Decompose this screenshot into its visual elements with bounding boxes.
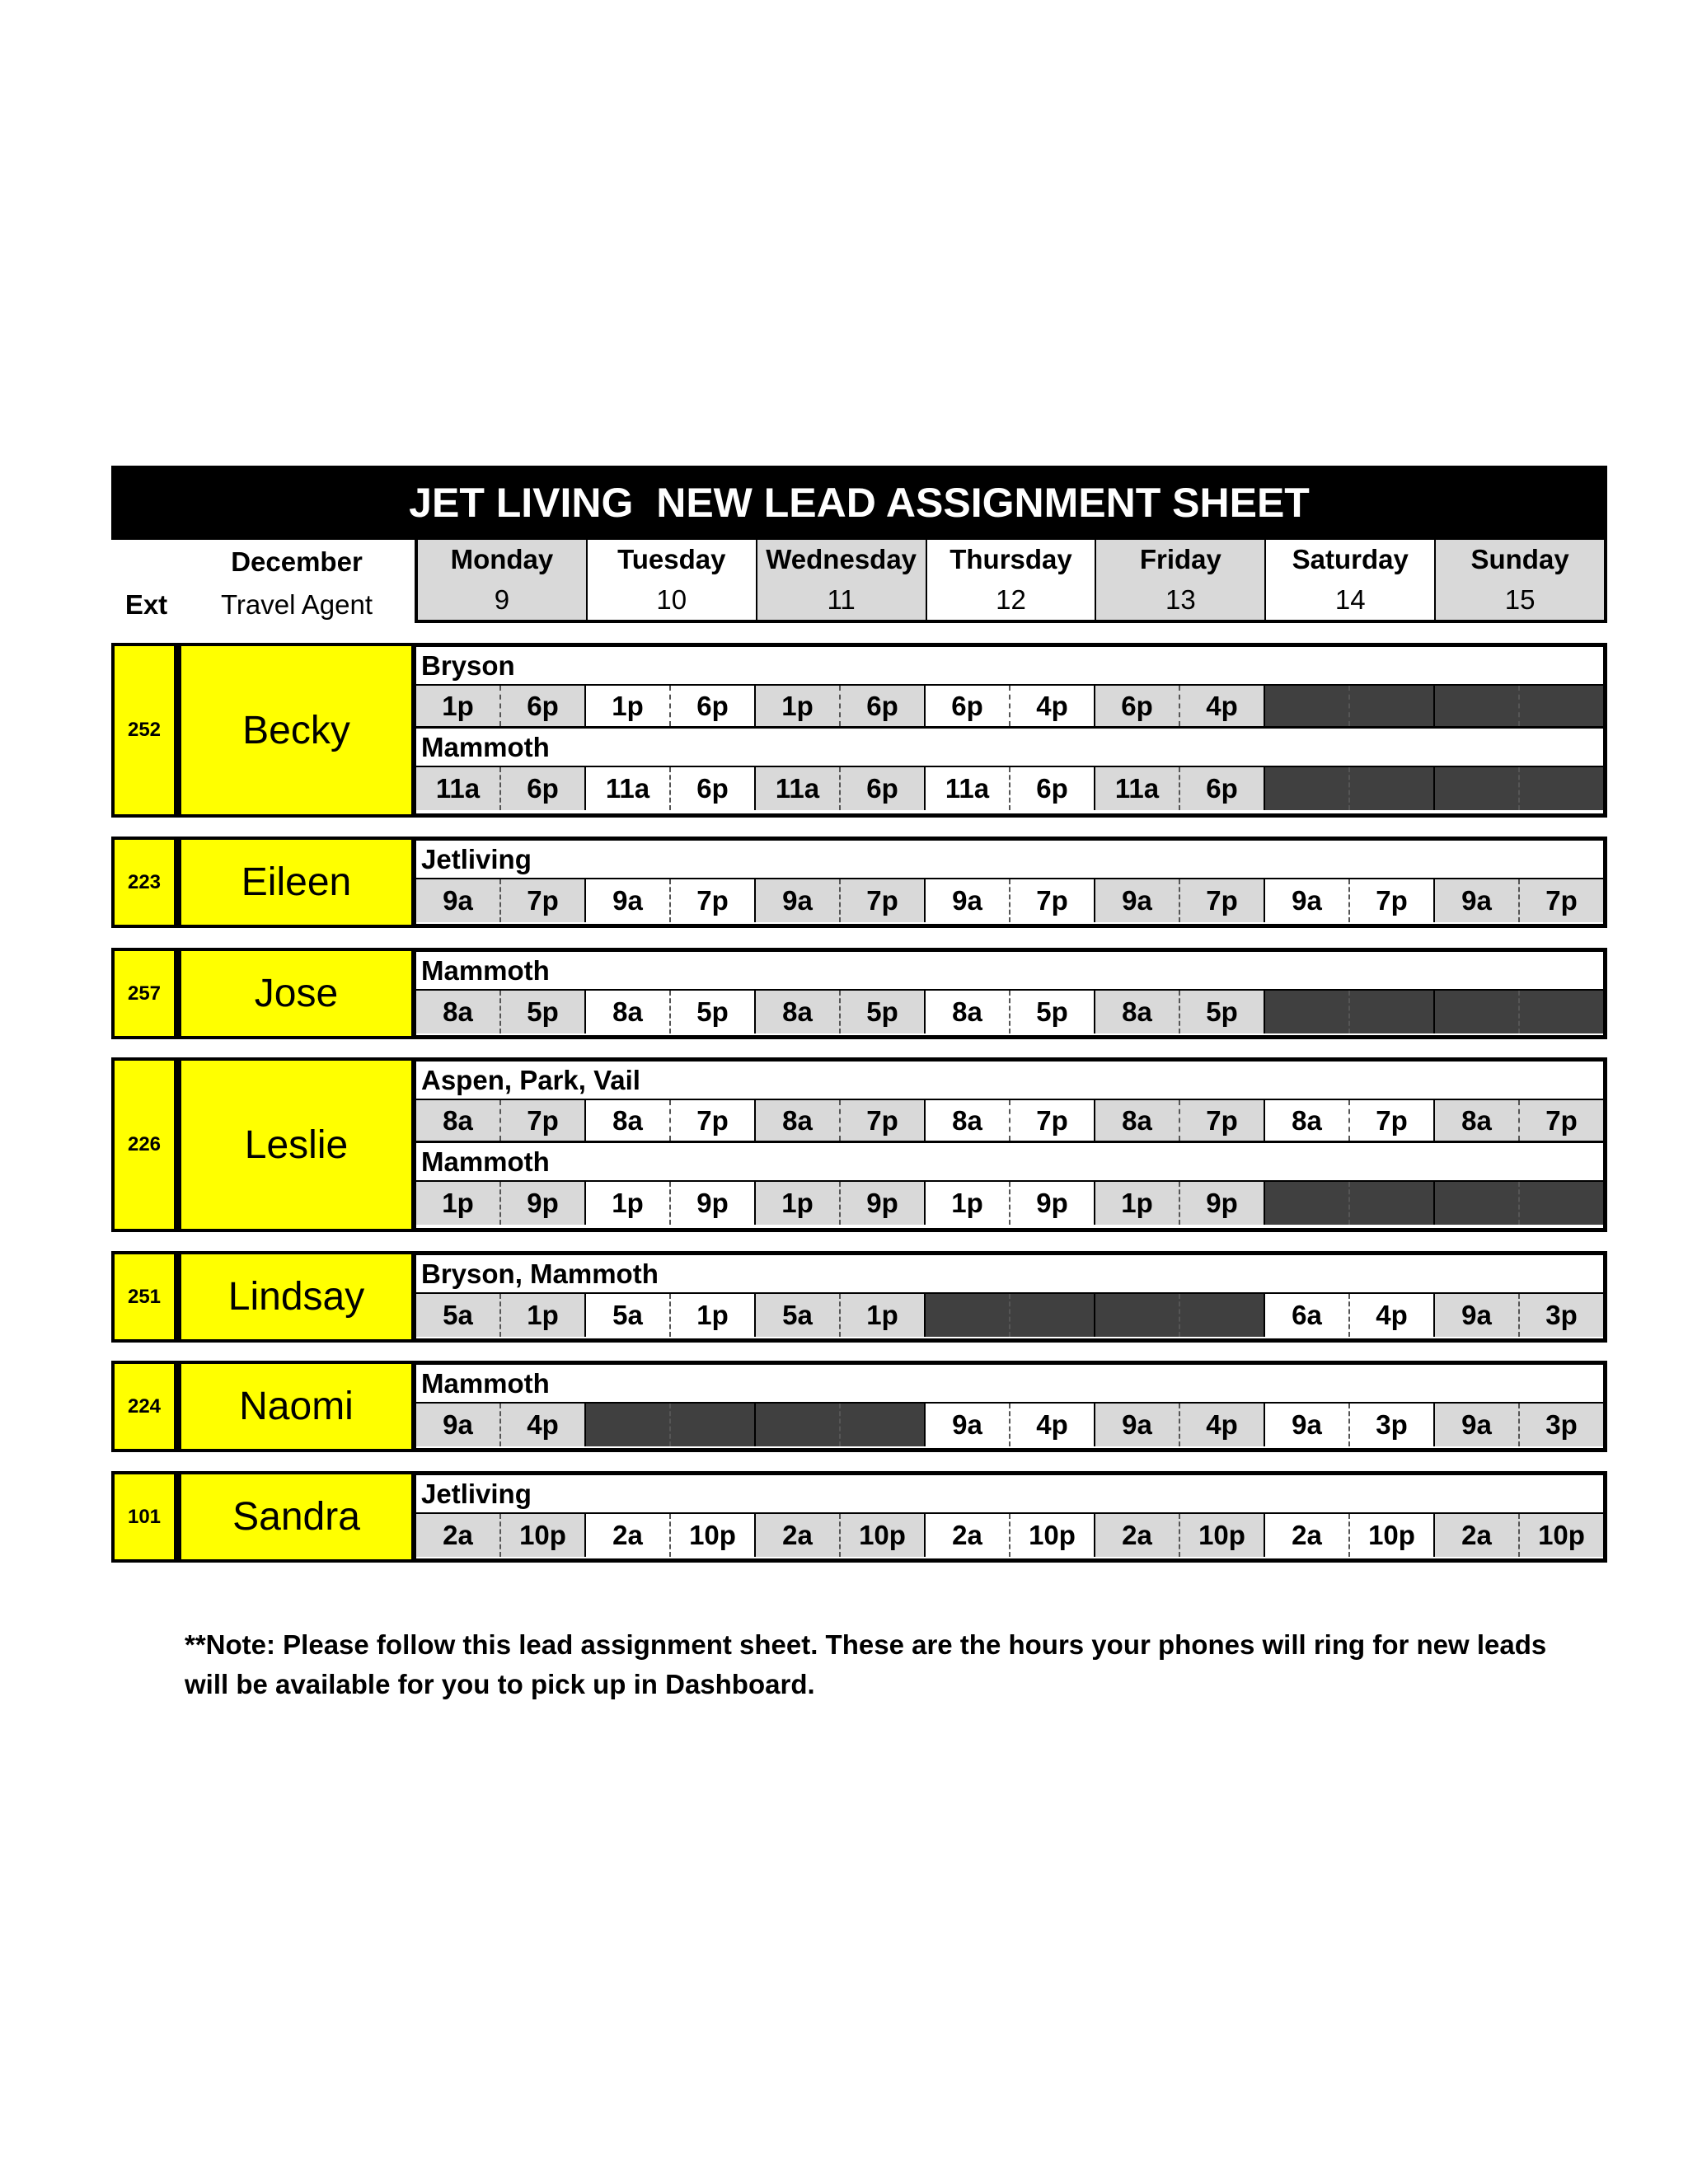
agent-schedule (413, 1057, 1607, 1232)
agent-block-sandra (111, 1471, 1607, 1563)
end-time-cell: 6p (841, 686, 926, 726)
end-time-cell: 4p (1010, 1404, 1095, 1446)
location-label: Mammoth (416, 729, 1603, 767)
end-time-cell: 5p (841, 991, 926, 1033)
start-time-cell: 8a (1435, 1100, 1520, 1141)
end-time-cell: 9p (1010, 1182, 1095, 1225)
end-time-cell: 9p (501, 1182, 586, 1225)
time-row (416, 686, 1603, 729)
agent-extension: 251 (111, 1251, 177, 1343)
end-time-cell: 6p (671, 686, 756, 726)
start-time-cell: 11a (1095, 767, 1180, 810)
time-row (416, 1404, 1603, 1446)
start-time-cell: 8a (926, 1100, 1010, 1141)
agent-block-jose (111, 948, 1607, 1039)
end-time-cell: 7p (1520, 879, 1603, 922)
ext-column-label: Ext (124, 589, 168, 620)
agent-extension: 101 (111, 1471, 177, 1563)
start-time-cell: 11a (926, 767, 1010, 810)
start-time-cell: 5a (756, 1294, 841, 1337)
agent-schedule (413, 837, 1607, 928)
end-time-cell: 5p (671, 991, 756, 1033)
start-time-cell: 9a (416, 1404, 501, 1446)
agent-name: Sandra (176, 1471, 415, 1563)
agent-name: Leslie (176, 1057, 415, 1232)
agent-extension: 252 (111, 643, 177, 818)
end-time-cell: 9p (841, 1182, 926, 1225)
end-time-cell: 10p (1350, 1514, 1435, 1557)
day-name: Saturday (1292, 544, 1409, 575)
end-time-cell: 7p (671, 1100, 756, 1141)
end-time-cell: 7p (1180, 1100, 1265, 1141)
end-time-cell: 7p (1520, 1100, 1603, 1141)
agent-name: Becky (176, 643, 415, 818)
end-time-cell: 6p (671, 767, 756, 810)
agent-block-leslie (111, 1057, 1607, 1232)
month-label: December (231, 546, 363, 577)
off-cell (1520, 991, 1603, 1033)
agent-name: Lindsay (176, 1251, 415, 1343)
day-column-tuesday (586, 540, 756, 620)
day-column-monday (418, 540, 586, 620)
agent-extension: 226 (111, 1057, 177, 1232)
agent-block-eileen (111, 837, 1607, 928)
start-time-cell: 8a (756, 991, 841, 1033)
end-time-cell: 1p (671, 1294, 756, 1337)
day-date: 13 (1165, 583, 1196, 615)
end-time-cell: 7p (841, 1100, 926, 1141)
start-time-cell: 5a (586, 1294, 671, 1337)
time-row (416, 879, 1603, 922)
off-cell (1435, 686, 1520, 726)
agent-name: Eileen (176, 837, 415, 928)
end-time-cell: 7p (1350, 879, 1435, 922)
end-time-cell: 1p (841, 1294, 926, 1337)
off-cell (841, 1404, 926, 1446)
end-time-cell: 5p (1180, 991, 1265, 1033)
start-time-cell: 9a (1265, 879, 1350, 922)
day-date: 12 (996, 583, 1026, 615)
start-time-cell: 9a (926, 1404, 1010, 1446)
off-cell (671, 1404, 756, 1446)
off-cell (926, 1294, 1010, 1337)
time-row (416, 1182, 1603, 1225)
day-date: 15 (1504, 583, 1536, 615)
time-row (416, 1100, 1603, 1143)
agent-extension: 257 (111, 948, 177, 1039)
travel-agent-column-label: Travel Agent (220, 589, 373, 620)
day-date: 9 (494, 583, 510, 615)
end-time-cell: 4p (501, 1404, 586, 1446)
end-time-cell: 10p (1520, 1514, 1603, 1557)
location-label: Jetliving (416, 1475, 1603, 1514)
off-cell (1010, 1294, 1095, 1337)
start-time-cell: 11a (756, 767, 841, 810)
start-time-cell: 1p (586, 686, 671, 726)
days-header (415, 540, 1607, 623)
start-time-cell: 9a (1435, 879, 1520, 922)
start-time-cell: 8a (1095, 991, 1180, 1033)
day-column-wednesday (756, 540, 926, 620)
end-time-cell: 7p (1010, 1100, 1095, 1141)
location-label: Mammoth (416, 952, 1603, 991)
time-row (416, 1294, 1603, 1337)
start-time-cell: 5a (416, 1294, 501, 1337)
start-time-cell: 9a (586, 879, 671, 922)
start-time-cell: 2a (586, 1514, 671, 1557)
end-time-cell: 6p (1180, 767, 1265, 810)
end-time-cell: 6p (1010, 767, 1095, 810)
agent-block-becky (111, 643, 1607, 818)
off-cell (1265, 767, 1350, 810)
end-time-cell: 1p (501, 1294, 586, 1337)
end-time-cell: 5p (1010, 991, 1095, 1033)
end-time-cell: 3p (1520, 1294, 1603, 1337)
start-time-cell: 11a (586, 767, 671, 810)
day-column-friday (1095, 540, 1264, 620)
end-time-cell: 5p (501, 991, 586, 1033)
start-time-cell: 1p (756, 1182, 841, 1225)
day-name: Wednesday (766, 544, 917, 575)
day-date: 10 (656, 583, 687, 615)
location-label: Aspen, Park, Vail (416, 1062, 1603, 1100)
start-time-cell: 1p (586, 1182, 671, 1225)
start-time-cell: 9a (1435, 1294, 1520, 1337)
time-row (416, 767, 1603, 810)
agent-extension: 223 (111, 837, 177, 928)
agent-name: Jose (176, 948, 415, 1039)
start-time-cell: 8a (1265, 1100, 1350, 1141)
day-name: Sunday (1470, 544, 1569, 575)
end-time-cell: 7p (1180, 879, 1265, 922)
off-cell (1350, 686, 1435, 726)
off-cell (1095, 1294, 1180, 1337)
start-time-cell: 2a (756, 1514, 841, 1557)
start-time-cell: 8a (586, 1100, 671, 1141)
start-time-cell: 9a (416, 879, 501, 922)
day-column-sunday (1434, 540, 1604, 620)
start-time-cell: 1p (1095, 1182, 1180, 1225)
end-time-cell: 4p (1180, 1404, 1265, 1446)
start-time-cell: 2a (416, 1514, 501, 1557)
end-time-cell: 10p (671, 1514, 756, 1557)
off-cell (1350, 767, 1435, 810)
day-date: 14 (1334, 583, 1366, 615)
end-time-cell: 6p (501, 767, 586, 810)
end-time-cell: 7p (501, 1100, 586, 1141)
start-time-cell: 1p (756, 686, 841, 726)
start-time-cell: 9a (1265, 1404, 1350, 1446)
agent-schedule (413, 948, 1607, 1039)
day-name: Thursday (950, 544, 1072, 575)
agent-schedule (413, 1361, 1607, 1452)
start-time-cell: 2a (1265, 1514, 1350, 1557)
start-time-cell: 8a (1095, 1100, 1180, 1141)
start-time-cell: 9a (1095, 1404, 1180, 1446)
end-time-cell: 3p (1350, 1404, 1435, 1446)
day-name: Friday (1139, 544, 1221, 575)
time-row (416, 991, 1603, 1033)
end-time-cell: 7p (1010, 879, 1095, 922)
end-time-cell: 7p (671, 879, 756, 922)
start-time-cell: 9a (756, 879, 841, 922)
end-time-cell: 4p (1180, 686, 1265, 726)
off-cell (1435, 1182, 1520, 1225)
sheet-title: JET LIVING NEW LEAD ASSIGNMENT SHEET (111, 466, 1607, 540)
off-cell (1265, 991, 1350, 1033)
off-cell (1350, 991, 1435, 1033)
end-time-cell: 3p (1520, 1404, 1603, 1446)
off-cell (1435, 767, 1520, 810)
off-cell (1350, 1182, 1435, 1225)
end-time-cell: 7p (501, 879, 586, 922)
off-cell (1180, 1294, 1265, 1337)
note-text: **Note: Please follow this lead assignment sheet. These are the hours your phones will ring for new leads will be available for you to pick up in Dashboard. (185, 1629, 1547, 1699)
off-cell (586, 1404, 671, 1446)
end-time-cell: 10p (841, 1514, 926, 1557)
end-time-cell: 6p (841, 767, 926, 810)
day-column-saturday (1264, 540, 1434, 620)
start-time-cell: 2a (1095, 1514, 1180, 1557)
day-name: Tuesday (617, 544, 726, 575)
location-label: Mammoth (416, 1143, 1603, 1182)
end-time-cell: 10p (501, 1514, 586, 1557)
start-time-cell: 6a (1265, 1294, 1350, 1337)
off-cell (1265, 1182, 1350, 1225)
end-time-cell: 4p (1010, 686, 1095, 726)
start-time-cell: 8a (416, 991, 501, 1033)
agent-name: Naomi (176, 1361, 415, 1452)
off-cell (1265, 686, 1350, 726)
start-time-cell: 6p (1095, 686, 1180, 726)
end-time-cell: 6p (501, 686, 586, 726)
agent-block-lindsay (111, 1251, 1607, 1343)
start-time-cell: 2a (926, 1514, 1010, 1557)
start-time-cell: 1p (926, 1182, 1010, 1225)
off-cell (1520, 767, 1603, 810)
start-time-cell: 2a (1435, 1514, 1520, 1557)
end-time-cell: 7p (841, 879, 926, 922)
day-column-thursday (926, 540, 1095, 620)
end-time-cell: 7p (1350, 1100, 1435, 1141)
start-time-cell: 6p (926, 686, 1010, 726)
end-time-cell: 4p (1350, 1294, 1435, 1337)
off-cell (1435, 991, 1520, 1033)
end-time-cell: 10p (1180, 1514, 1265, 1557)
end-time-cell: 9p (1180, 1182, 1265, 1225)
agent-block-naomi (111, 1361, 1607, 1452)
time-row (416, 1514, 1603, 1557)
agent-schedule (413, 1471, 1607, 1563)
start-time-cell: 9a (1095, 879, 1180, 922)
end-time-cell: 10p (1010, 1514, 1095, 1557)
location-label: Jetliving (416, 841, 1603, 879)
off-cell (1520, 686, 1603, 726)
location-label: Bryson, Mammoth (416, 1255, 1603, 1294)
day-date: 11 (827, 583, 856, 615)
agent-extension: 224 (111, 1361, 177, 1452)
agent-schedule (413, 1251, 1607, 1343)
start-time-cell: 9a (926, 879, 1010, 922)
end-time-cell: 9p (671, 1182, 756, 1225)
start-time-cell: 1p (416, 686, 501, 726)
off-cell (756, 1404, 841, 1446)
start-time-cell: 9a (1435, 1404, 1520, 1446)
start-time-cell: 8a (586, 991, 671, 1033)
start-time-cell: 8a (416, 1100, 501, 1141)
agent-schedule (413, 643, 1607, 818)
start-time-cell: 11a (416, 767, 501, 810)
day-name: Monday (450, 544, 554, 575)
start-time-cell: 1p (416, 1182, 501, 1225)
location-label: Bryson (416, 647, 1603, 686)
start-time-cell: 8a (756, 1100, 841, 1141)
location-label: Mammoth (416, 1365, 1603, 1404)
start-time-cell: 8a (926, 991, 1010, 1033)
off-cell (1520, 1182, 1603, 1225)
